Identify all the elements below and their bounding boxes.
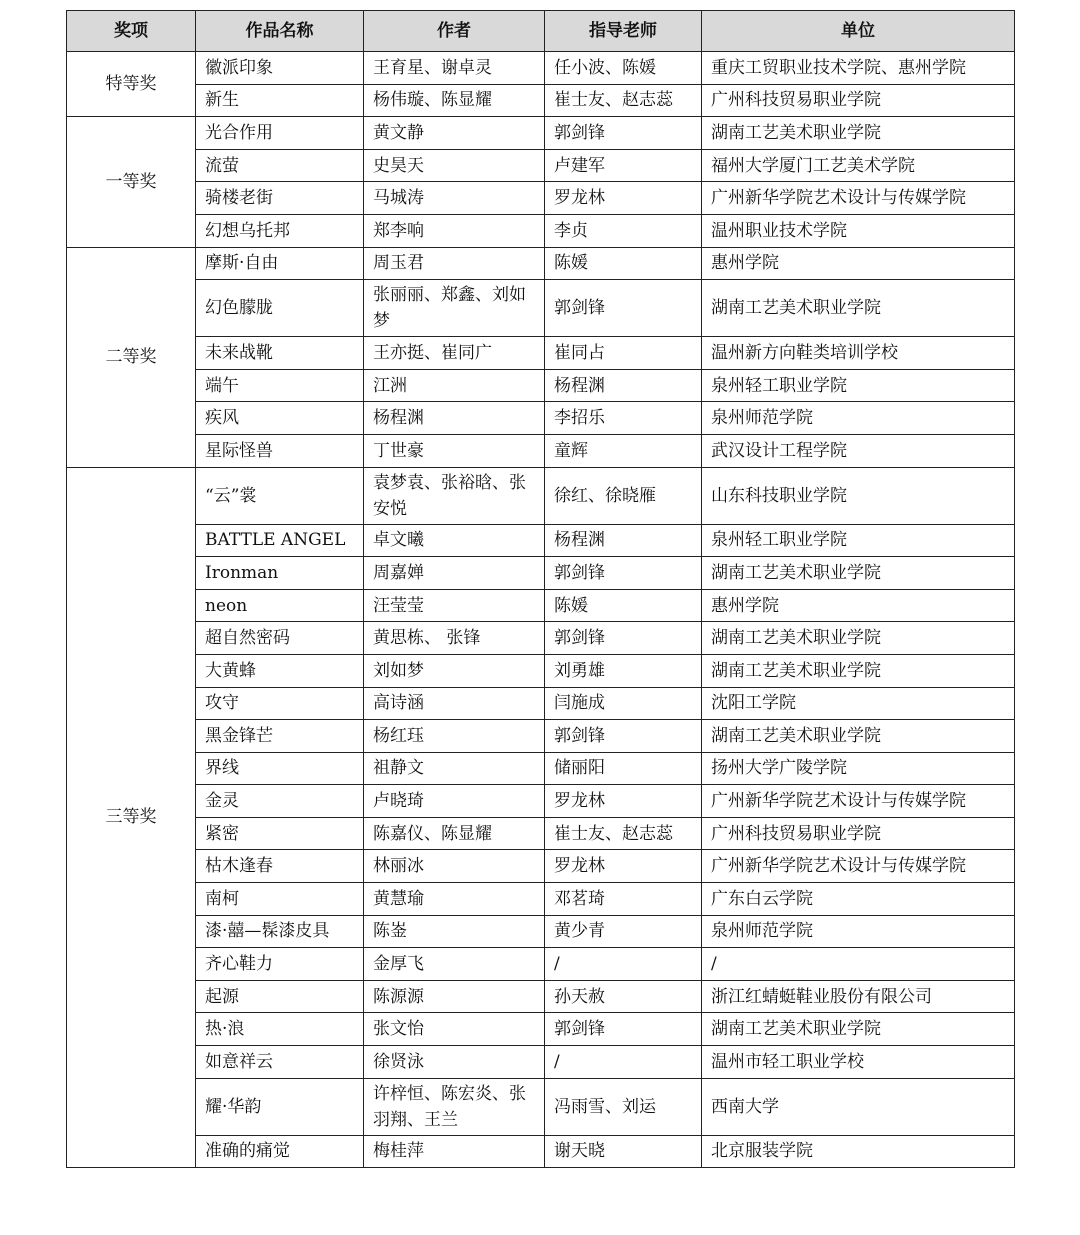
author-cell: 徐贤泳 xyxy=(364,1046,545,1079)
award-category-cell: 三等奖 xyxy=(67,467,196,1168)
unit-cell: 浙江红蜻蜓鞋业股份有限公司 xyxy=(702,980,1015,1013)
author-cell: 丁世豪 xyxy=(364,434,545,467)
advisor-cell: 郭剑锋 xyxy=(545,280,702,337)
award-category-cell: 一等奖 xyxy=(67,117,196,247)
table-row xyxy=(67,687,1015,720)
unit-cell: 温州职业技术学院 xyxy=(702,214,1015,247)
advisor-cell: 李招乐 xyxy=(545,402,702,435)
unit-cell: 重庆工贸职业技术学院、惠州学院 xyxy=(702,52,1015,85)
advisor-cell: / xyxy=(545,948,702,981)
work-name-cell: 幻色朦胧 xyxy=(196,280,364,337)
work-name-cell: 徽派印象 xyxy=(196,52,364,85)
unit-cell: 湖南工艺美术职业学院 xyxy=(702,557,1015,590)
unit-cell: 泉州师范学院 xyxy=(702,402,1015,435)
unit-cell: 沈阳工学院 xyxy=(702,687,1015,720)
unit-cell: 广州科技贸易职业学院 xyxy=(702,817,1015,850)
work-name-cell: 攻守 xyxy=(196,687,364,720)
author-cell: 刘如梦 xyxy=(364,654,545,687)
table-row xyxy=(67,337,1015,370)
unit-cell: 广州新华学院艺术设计与传媒学院 xyxy=(702,785,1015,818)
unit-cell: 扬州大学广陵学院 xyxy=(702,752,1015,785)
author-cell: 黄文静 xyxy=(364,117,545,150)
author-cell: 金厚飞 xyxy=(364,948,545,981)
advisor-cell: 童辉 xyxy=(545,434,702,467)
table-row xyxy=(67,557,1015,590)
unit-cell: 福州大学厦门工艺美术学院 xyxy=(702,149,1015,182)
author-cell: 史昊天 xyxy=(364,149,545,182)
work-name-cell: 未来战靴 xyxy=(196,337,364,370)
unit-cell: 泉州轻工职业学院 xyxy=(702,369,1015,402)
work-name-cell: neon xyxy=(196,589,364,622)
table-row xyxy=(67,247,1015,280)
unit-cell: 湖南工艺美术职业学院 xyxy=(702,117,1015,150)
table-row xyxy=(67,434,1015,467)
advisor-cell: 郭剑锋 xyxy=(545,557,702,590)
author-cell: 卓文曦 xyxy=(364,524,545,557)
table-row xyxy=(67,402,1015,435)
table-row xyxy=(67,524,1015,557)
advisor-cell: / xyxy=(545,1046,702,1079)
author-cell: 王育星、谢卓灵 xyxy=(364,52,545,85)
work-name-cell: 超自然密码 xyxy=(196,622,364,655)
unit-cell: 湖南工艺美术职业学院 xyxy=(702,720,1015,753)
author-cell: 杨程渊 xyxy=(364,402,545,435)
table-row xyxy=(67,52,1015,85)
unit-cell: 温州市轻工职业学校 xyxy=(702,1046,1015,1079)
unit-cell: 湖南工艺美术职业学院 xyxy=(702,654,1015,687)
advisor-cell: 郭剑锋 xyxy=(545,622,702,655)
table-row xyxy=(67,84,1015,117)
table-row xyxy=(67,915,1015,948)
advisor-cell: 罗龙林 xyxy=(545,850,702,883)
work-name-cell: 骑楼老街 xyxy=(196,182,364,215)
work-name-cell: 流萤 xyxy=(196,149,364,182)
work-name-cell: 光合作用 xyxy=(196,117,364,150)
header-author: 作者 xyxy=(364,11,545,52)
table-row xyxy=(67,1135,1015,1168)
work-name-cell: 枯木逢春 xyxy=(196,850,364,883)
table-row xyxy=(67,654,1015,687)
table-row xyxy=(67,280,1015,337)
advisor-cell: 邓茗琦 xyxy=(545,883,702,916)
advisor-cell: 陈媛 xyxy=(545,247,702,280)
table-row xyxy=(67,1078,1015,1135)
table-row xyxy=(67,182,1015,215)
table-row xyxy=(67,214,1015,247)
advisor-cell: 杨程渊 xyxy=(545,524,702,557)
advisor-cell: 闫施成 xyxy=(545,687,702,720)
header-award: 奖项 xyxy=(67,11,196,52)
advisor-cell: 刘勇雄 xyxy=(545,654,702,687)
unit-cell: 广州新华学院艺术设计与传媒学院 xyxy=(702,850,1015,883)
work-name-cell: 耀·华韵 xyxy=(196,1078,364,1135)
unit-cell: 西南大学 xyxy=(702,1078,1015,1135)
author-cell: 周玉君 xyxy=(364,247,545,280)
author-cell: 林丽冰 xyxy=(364,850,545,883)
work-name-cell: “云”裳 xyxy=(196,467,364,524)
table-row xyxy=(67,948,1015,981)
author-cell: 陈崟 xyxy=(364,915,545,948)
advisor-cell: 谢天晓 xyxy=(545,1135,702,1168)
unit-cell: 泉州轻工职业学院 xyxy=(702,524,1015,557)
table-row xyxy=(67,622,1015,655)
unit-cell: 山东科技职业学院 xyxy=(702,467,1015,524)
work-name-cell: 漆·囍—髹漆皮具 xyxy=(196,915,364,948)
advisor-cell: 孙天赦 xyxy=(545,980,702,1013)
advisor-cell: 陈媛 xyxy=(545,589,702,622)
author-cell: 梅桂萍 xyxy=(364,1135,545,1168)
author-cell: 张文怡 xyxy=(364,1013,545,1046)
header-row xyxy=(67,11,1015,52)
advisor-cell: 卢建军 xyxy=(545,149,702,182)
unit-cell: 广东白云学院 xyxy=(702,883,1015,916)
unit-cell: 湖南工艺美术职业学院 xyxy=(702,1013,1015,1046)
author-cell: 马城涛 xyxy=(364,182,545,215)
advisor-cell: 郭剑锋 xyxy=(545,1013,702,1046)
unit-cell: 湖南工艺美术职业学院 xyxy=(702,622,1015,655)
advisor-cell: 杨程渊 xyxy=(545,369,702,402)
table-row xyxy=(67,720,1015,753)
work-name-cell: 南柯 xyxy=(196,883,364,916)
work-name-cell: 端午 xyxy=(196,369,364,402)
author-cell: 高诗涵 xyxy=(364,687,545,720)
work-name-cell: 紧密 xyxy=(196,817,364,850)
table-row xyxy=(67,752,1015,785)
table-row xyxy=(67,369,1015,402)
work-name-cell: 大黄蜂 xyxy=(196,654,364,687)
advisor-cell: 黄少青 xyxy=(545,915,702,948)
author-cell: 汪莹莹 xyxy=(364,589,545,622)
author-cell: 杨红珏 xyxy=(364,720,545,753)
table-row xyxy=(67,1013,1015,1046)
table-row xyxy=(67,850,1015,883)
work-name-cell: 准确的痛觉 xyxy=(196,1135,364,1168)
table-row xyxy=(67,149,1015,182)
author-cell: 王亦挺、崔同广 xyxy=(364,337,545,370)
unit-cell: 北京服装学院 xyxy=(702,1135,1015,1168)
work-name-cell: 疾风 xyxy=(196,402,364,435)
work-name-cell: BATTLE ANGEL xyxy=(196,524,364,557)
advisor-cell: 郭剑锋 xyxy=(545,117,702,150)
advisor-cell: 任小波、陈媛 xyxy=(545,52,702,85)
work-name-cell: 界线 xyxy=(196,752,364,785)
author-cell: 黄慧瑜 xyxy=(364,883,545,916)
unit-cell: 惠州学院 xyxy=(702,247,1015,280)
advisor-cell: 罗龙林 xyxy=(545,182,702,215)
advisor-cell: 储丽阳 xyxy=(545,752,702,785)
work-name-cell: 星际怪兽 xyxy=(196,434,364,467)
advisor-cell: 罗龙林 xyxy=(545,785,702,818)
work-name-cell: 幻想乌托邦 xyxy=(196,214,364,247)
table-row xyxy=(67,980,1015,1013)
author-cell: 陈嘉仪、陈显耀 xyxy=(364,817,545,850)
author-cell: 杨伟璇、陈显耀 xyxy=(364,84,545,117)
table-row xyxy=(67,883,1015,916)
advisor-cell: 崔士友、赵志蕊 xyxy=(545,817,702,850)
table-row xyxy=(67,467,1015,524)
author-cell: 张丽丽、郑鑫、刘如梦 xyxy=(364,280,545,337)
work-name-cell: 金灵 xyxy=(196,785,364,818)
author-cell: 祖静文 xyxy=(364,752,545,785)
author-cell: 黄思栋、 张锋 xyxy=(364,622,545,655)
advisor-cell: 郭剑锋 xyxy=(545,720,702,753)
advisor-cell: 李贞 xyxy=(545,214,702,247)
author-cell: 郑李响 xyxy=(364,214,545,247)
unit-cell: 惠州学院 xyxy=(702,589,1015,622)
author-cell: 许梓恒、陈宏炎、张羽翔、王兰 xyxy=(364,1078,545,1135)
header-unit: 单位 xyxy=(702,11,1015,52)
work-name-cell: 黑金锋芒 xyxy=(196,720,364,753)
unit-cell: 温州新方向鞋类培训学校 xyxy=(702,337,1015,370)
unit-cell: 广州新华学院艺术设计与传媒学院 xyxy=(702,182,1015,215)
table-row xyxy=(67,589,1015,622)
unit-cell: 武汉设计工程学院 xyxy=(702,434,1015,467)
advisor-cell: 冯雨雪、刘运 xyxy=(545,1078,702,1135)
unit-cell: 广州科技贸易职业学院 xyxy=(702,84,1015,117)
work-name-cell: 摩斯·自由 xyxy=(196,247,364,280)
table-row xyxy=(67,785,1015,818)
work-name-cell: 齐心鞋力 xyxy=(196,948,364,981)
author-cell: 江洲 xyxy=(364,369,545,402)
table-row xyxy=(67,1046,1015,1079)
author-cell: 周嘉婵 xyxy=(364,557,545,590)
work-name-cell: 新生 xyxy=(196,84,364,117)
work-name-cell: 热·浪 xyxy=(196,1013,364,1046)
header-work: 作品名称 xyxy=(196,11,364,52)
work-name-cell: Ironman xyxy=(196,557,364,590)
author-cell: 卢晓琦 xyxy=(364,785,545,818)
table-row xyxy=(67,817,1015,850)
header-advisor: 指导老师 xyxy=(545,11,702,52)
work-name-cell: 起源 xyxy=(196,980,364,1013)
author-cell: 陈源源 xyxy=(364,980,545,1013)
award-table xyxy=(66,10,1015,1168)
advisor-cell: 徐红、徐晓雁 xyxy=(545,467,702,524)
award-category-cell: 特等奖 xyxy=(67,52,196,117)
unit-cell: 湖南工艺美术职业学院 xyxy=(702,280,1015,337)
advisor-cell: 崔士友、赵志蕊 xyxy=(545,84,702,117)
unit-cell: 泉州师范学院 xyxy=(702,915,1015,948)
advisor-cell: 崔同占 xyxy=(545,337,702,370)
award-category-cell: 二等奖 xyxy=(67,247,196,467)
author-cell: 袁梦袁、张裕晗、张安悦 xyxy=(364,467,545,524)
work-name-cell: 如意祥云 xyxy=(196,1046,364,1079)
unit-cell: / xyxy=(702,948,1015,981)
table-row xyxy=(67,117,1015,150)
award-table-body xyxy=(67,52,1015,1168)
